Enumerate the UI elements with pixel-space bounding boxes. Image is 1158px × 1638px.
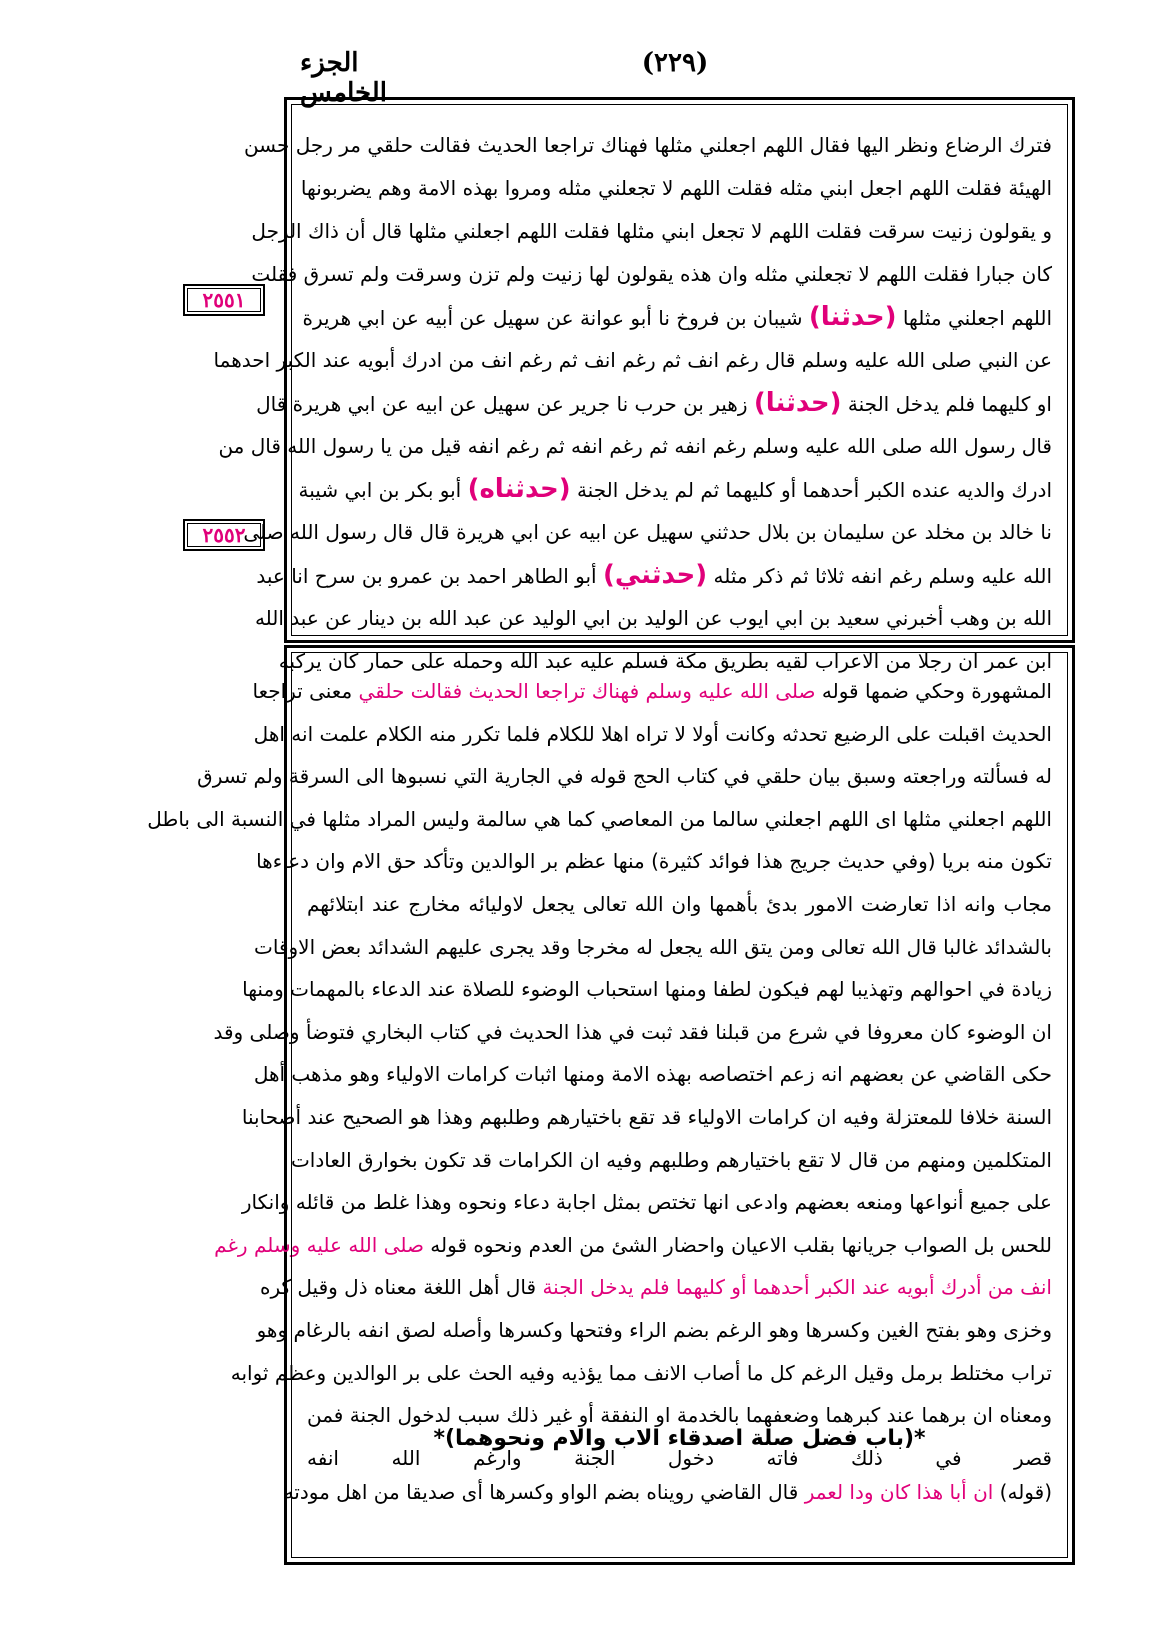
quoted-matn: انف من أدرك أبويه عند الكبر أحدهما أو كليهما فلم يدخل الجنة [542, 1275, 1052, 1300]
commentary-frame [147, 645, 1075, 1565]
text-segment: على جميع أنواعها ومنعه بعضهم وادعى انها تختص بمثل اجابة دعاء ونحوه وهذا غلط من قائله وانكار [241, 1190, 1052, 1215]
text-line [302, 296, 1052, 339]
hadith-number: ٢٥٥٢ [187, 523, 261, 547]
chapter-title: *(باب فضل صلة اصدقاء الاب والام ونحوهما)* [433, 1426, 926, 1451]
quoted-matn: صلى الله عليه وسلم فهناك تراجعا الحديث فقالت حلقي [358, 679, 816, 703]
text-line [147, 798, 1052, 841]
text-line [256, 382, 1052, 425]
text-line [252, 670, 1052, 713]
hadith-number: ٢٥٥١ [187, 288, 261, 312]
text-line [256, 840, 1052, 883]
text-segment: مجاب وانه اذا تعارضت الامور بدئ بأهمها وان الله تعالى يجعل لاوليائه مخارج عند ابتلائهم [307, 891, 1052, 916]
text-line [251, 253, 1052, 296]
text-line [256, 1309, 1052, 1352]
text-segment: له فسألته وراجعته وسبق بيان حلقي في كتاب الحج قوله في الجارية التي نسبوها الى السرقة ولم تسرق [197, 764, 1052, 789]
text-line [251, 210, 1052, 253]
text-segment: قال أهل اللغة معناه ذل وقيل كره [260, 1275, 543, 1300]
text-segment: و يقولون زنيت سرقت فقلت اللهم لا تجعل ابني مثلها فقلت اللهم اجعلني مثلها قال أن ذاك الرجل [251, 219, 1052, 243]
text-segment: عن النبي صلى الله عليه وسلم قال رغم انف ثم رغم انف ثم رغم انف من ادرك أبويه عند الكبر احدهما [213, 348, 1052, 372]
running-header-part: الجزء الخامس [300, 48, 387, 108]
text-segment: حكى القاضي عن بعضهم انه زعم اختصاصه بهذه الامة ومنها اثبات كرامات الاولياء وهو مذهب أهل [253, 1062, 1052, 1087]
text-line [213, 1011, 1052, 1054]
text-line [253, 713, 1052, 756]
text-segment: للحس بل الصواب جريانها بقلب الاعيان واحضار الشئ من العدم ونحوه قوله [423, 1232, 1052, 1257]
text-segment: تراب مختلط برمل وقيل الرغم كل ما أصاب الانف مما يؤذيه وفيه الحث على بر الوالدين وعظم ثوابه [230, 1360, 1052, 1385]
text-segment: زيادة في احوالهم وتهذيبا لهم فيكون لطفا ومنها استحباب الوضوء للصلاة عند الدعاء بالمهمات ومنها [242, 977, 1052, 1002]
text-segment: كان جبارا فقلت اللهم لا تجعلني مثله وان هذه يقولون لها زنيت ولم تزن وسرقت ولم تسرق فقلت [251, 262, 1052, 286]
text-segment: قصر في ذلك فاته دخول الجنة وارغم الله انفه [307, 1445, 1052, 1470]
text-segment: اللهم اجعلني مثلها اى اللهم اجعلني سالما من المعاصي كما هي سالمة وليس المراد مثلها في النسبة الى باطل [147, 806, 1052, 831]
text-line [214, 1224, 1052, 1267]
text-segment: اللهم اجعلني مثلها [896, 306, 1052, 330]
text-segment: الله بن وهب أخبرني سعيد بن ابي ايوب عن الوليد بن ابي الوليد عن عبد الله بن دينار عن عبد الله [254, 606, 1052, 630]
text-line [307, 883, 1052, 926]
text-segment: بالشدائد غالبا قال الله تعالى ومن يتق الله يجعل له مخرجا وقد يجرى عليهم الشدائد بعض الاوقات [254, 934, 1052, 959]
text-line [253, 1053, 1052, 1096]
text-segment: قال رسول الله صلى الله عليه وسلم رغم انفه ثم رغم انفه ثم رغم انفه قيل من يا رسول الله قال من [218, 434, 1052, 458]
text-line [256, 554, 1052, 597]
text-segment: معنى تراجعا [252, 679, 359, 703]
text-segment: المشهورة وحكي ضمها قوله [815, 679, 1052, 703]
page-number: (٢٢٩) [641, 48, 709, 78]
text-line [260, 1266, 1052, 1309]
text-segment: الهيئة فقلت اللهم اجعل ابني مثله فقلت اللهم لا تجعلني مثله ومروا بهذه الامة وهم يضربونها [300, 176, 1052, 200]
text-line [298, 468, 1052, 511]
text-segment: المتكلمين ومنهم من قال لا تقع باختيارهم وطلبهم وفيه ان الكرامات قد تكون بخوارق العادات [290, 1147, 1052, 1172]
text-segment: (قوله) [993, 1480, 1052, 1504]
text-segment: او كليهما فلم يدخل الجنة [841, 392, 1052, 416]
text-segment: قال القاضي رويناه بضم الواو وكسرها أى صديقا من اهل مودته [283, 1480, 805, 1504]
text-segment: شيبان بن فروخ نا أبو عوانة عن سهيل عن أبيه عن ابي هريرة [302, 306, 809, 330]
commentary-last-line [283, 1480, 1052, 1504]
text-segment: الحديث اقبلت على الرضيع تحدثه وكانت أولا لا تراه اهلا للكلام فلما تكرر منه الكلام علمت انه اهل [253, 721, 1052, 746]
text-line [290, 1139, 1052, 1182]
text-segment: زهير بن حرب نا جرير عن سهيل عن ابيه عن ابي هريرة قال [256, 392, 754, 416]
text-segment: أبو الطاهر احمد بن عمرو بن سرح انا عبد [256, 564, 603, 588]
text-segment: أبو بكر بن ابي شيبة [298, 478, 468, 502]
text-segment: تكون منه بريا (وفي حديث جريج هذا فوائد كثيرة) منها عظم بر الوالدين وتأكد حق الام وان دعاءها [256, 849, 1052, 874]
text-line [241, 1181, 1052, 1224]
text-segment: ابن عمر ان رجلا من الاعراب لقيه بطريق مكة فسلم عليه عبد الله وحمله على حمار كان يركبه [278, 649, 1052, 673]
text-line [218, 425, 1052, 468]
text-segment: فترك الرضاع ونظر اليها فقال اللهم اجعلني مثلها فهناك تراجعا الحديث فقالت حلقي مر رجل حسن [243, 133, 1052, 157]
text-line [241, 1096, 1052, 1139]
hadith-keyword: (حدثناه) [467, 474, 571, 504]
hadith-keyword: (حدثنا) [753, 388, 842, 418]
text-segment: وخزى وهو بفتح الغين وكسرها وهو الرغم بضم الراء وفتحها وكسرها وأصله لصق انفه بالرغام وهو [256, 1317, 1052, 1342]
text-line [300, 167, 1052, 210]
text-line [254, 926, 1052, 969]
text-line [213, 339, 1052, 382]
text-segment: السنة خلافا للمعتزلة وفيه ان كرامات الاولياء قد تقع باختيارهم وطلبهم وهذا هو الصحيح عند أصحابنا [241, 1104, 1052, 1129]
hadith-keyword: (حدثني) [602, 560, 708, 590]
quoted-matn: ان أبا هذا كان ودا لعمر [804, 1480, 994, 1504]
text-line [197, 755, 1052, 798]
text-line [243, 124, 1052, 167]
text-line [243, 511, 1052, 554]
quoted-matn: صلى الله عليه وسلم رغم [214, 1232, 424, 1257]
text-line [230, 1352, 1052, 1395]
text-segment: الله عليه وسلم رغم انفه ثلاثا ثم ذكر مثله [707, 564, 1052, 588]
text-segment: ومعناه ان برهما عند كبرهما وضعفهما بالخدمة او النفقة أو غير ذلك سبب لدخول الجنة فمن [307, 1403, 1052, 1428]
text-line [242, 968, 1052, 1011]
text-segment: نا خالد بن مخلد عن سليمان بن بلال حدثني سهيل عن ابيه عن ابي هريرة قال قال رسول الله صلى [243, 520, 1052, 544]
text-segment: ادرك والديه عنده الكبر أحدهما أو كليهما ثم لم يدخل الجنة [570, 478, 1052, 502]
commentary-text [147, 670, 1052, 1479]
text-line [254, 597, 1052, 640]
text-segment: ان الوضوء كان معروفا في شرع من قبلنا فقد ثبت في هذا الحديث في كتاب البخاري فتوضأ وصلى وقد [213, 1019, 1052, 1044]
hadith-keyword: (حدثنا) [808, 302, 897, 332]
